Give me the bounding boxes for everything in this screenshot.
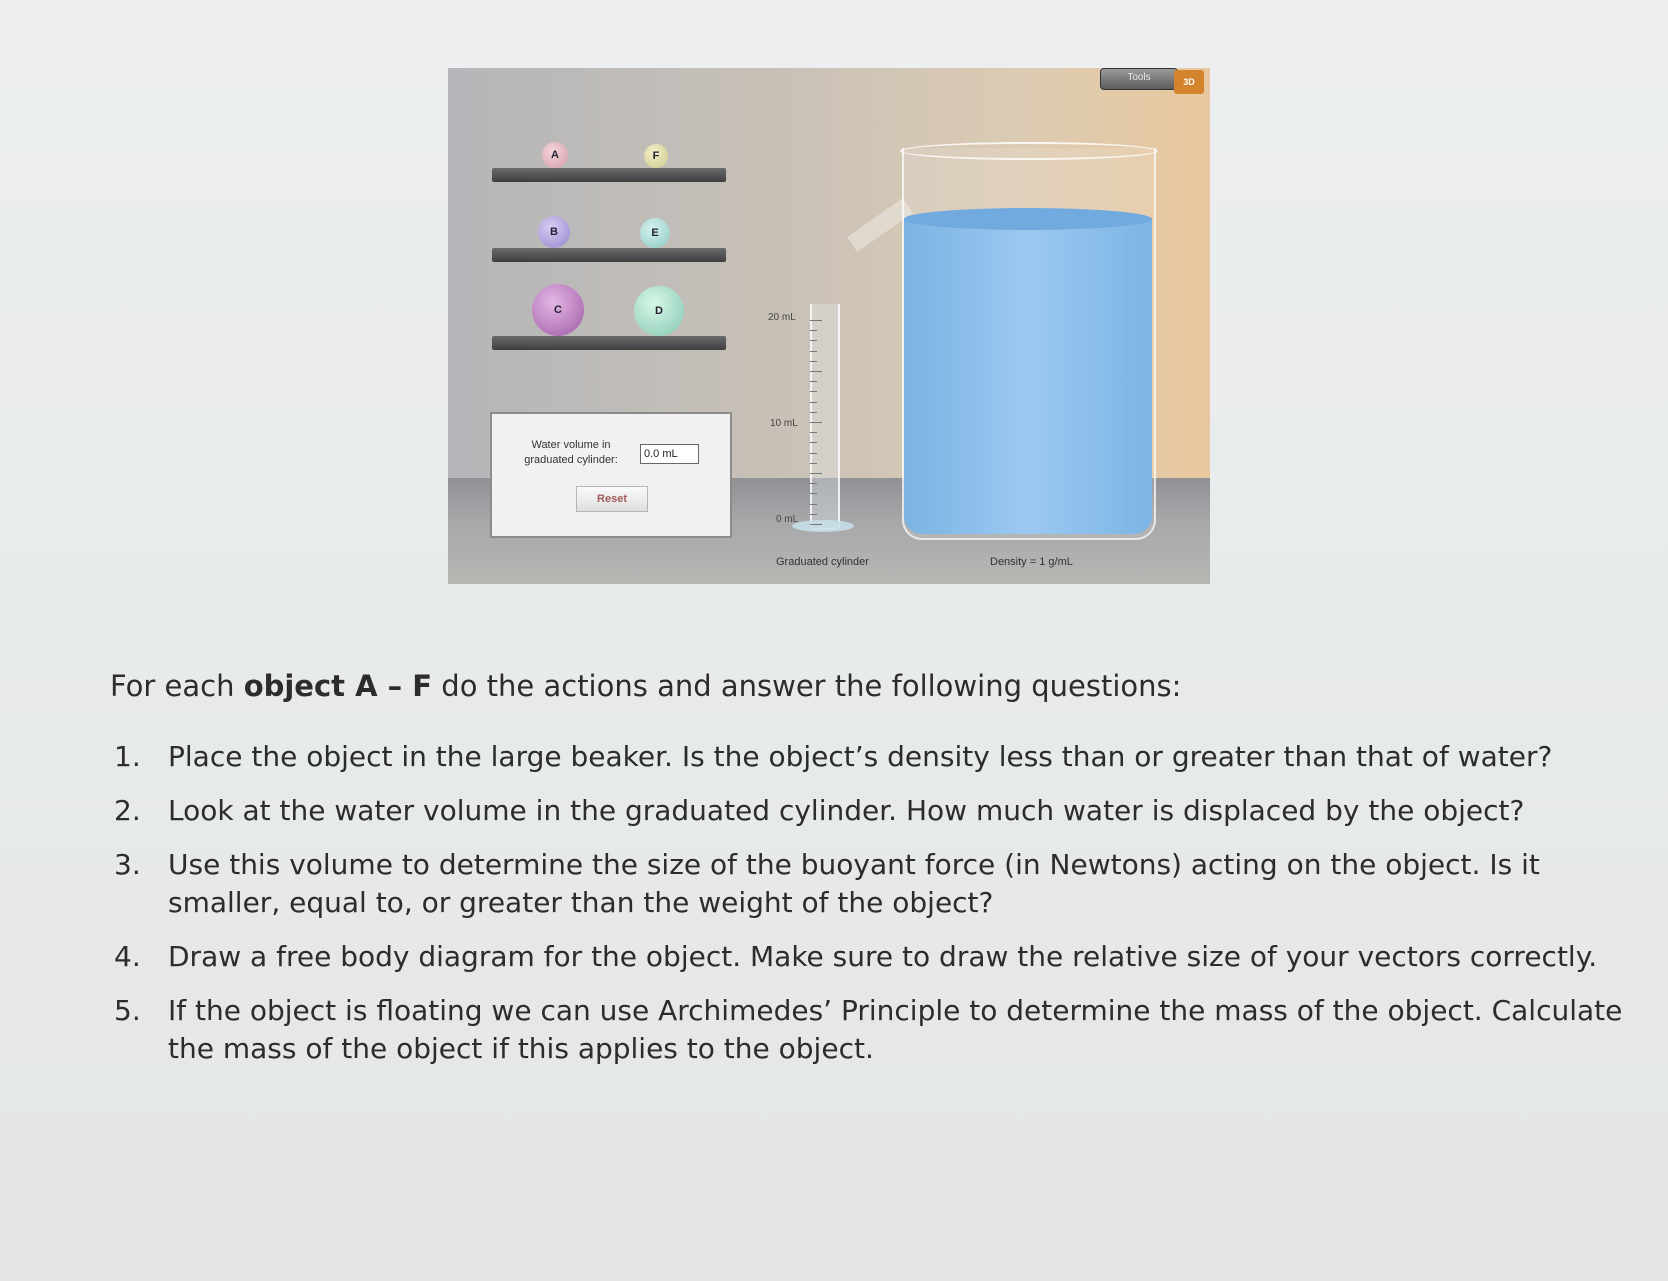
cylinder-tick: [810, 402, 817, 403]
beaker-rim: [900, 142, 1158, 160]
instructions: [110, 666, 1623, 1084]
question-number: 2.: [114, 794, 141, 827]
question-item: [110, 792, 1658, 830]
reset-button[interactable]: Reset: [576, 486, 648, 512]
tools-button[interactable]: Tools: [1100, 68, 1178, 90]
shelf-middle: [492, 248, 726, 262]
cylinder-tick: [810, 432, 817, 433]
question-number: 5.: [114, 994, 141, 1027]
water-volume-label: [508, 438, 634, 468]
beaker-density-caption: Density = 1 g/mL: [990, 556, 1073, 568]
question-item: [110, 846, 1658, 922]
shelf-top: [492, 168, 726, 182]
water-volume-readout: 0.0 mL: [640, 444, 699, 464]
graduated-cylinder-base: [792, 520, 854, 532]
cylinder-mark-0: 0 mL: [776, 514, 799, 525]
cylinder-tick: [810, 483, 817, 484]
cylinder-tick: [810, 330, 817, 331]
intro-bold: object A – F: [243, 669, 433, 703]
cylinder-tick: [810, 493, 817, 494]
cylinder-tick: [810, 504, 817, 505]
question-text: Place the object in the large beaker. Is the object’s density less than or greater than that of water?: [168, 740, 1553, 773]
question-number: 1.: [114, 740, 141, 773]
water-volume-label-line1: Water volume in: [531, 439, 611, 451]
large-beaker[interactable]: [902, 148, 1156, 540]
cylinder-tick: [810, 391, 817, 392]
cylinder-tick: [810, 340, 817, 341]
question-text: Look at the water volume in the graduated cylinder. How much water is displaced by the object?: [168, 794, 1525, 827]
water-volume-label-line2: graduated cylinder:: [524, 454, 618, 466]
cylinder-tick: [810, 381, 817, 382]
graduated-cylinder[interactable]: [810, 304, 840, 530]
question-text: If the object is floating we can use Archimedes’ Principle to determine the mass of the object. Calculate the mass of the object if this applies to the object.: [168, 994, 1623, 1065]
question-item: [110, 992, 1658, 1068]
cylinder-tick: [810, 412, 817, 413]
intro-text: [110, 666, 1560, 706]
cylinder-tick: [810, 442, 817, 443]
object-d[interactable]: D: [634, 286, 684, 336]
cylinder-tick: [810, 351, 817, 352]
water-volume-panel: [490, 412, 732, 538]
intro-pre: For each: [110, 669, 244, 703]
cylinder-caption: Graduated cylinder: [776, 556, 869, 568]
object-f[interactable]: F: [644, 144, 668, 168]
object-e[interactable]: E: [640, 218, 670, 248]
object-b[interactable]: B: [538, 216, 570, 248]
question-number: 3.: [114, 848, 141, 881]
cylinder-tick: [810, 371, 822, 372]
question-list: [110, 738, 1623, 1068]
cylinder-tick: [810, 361, 817, 362]
question-item: [110, 738, 1658, 776]
question-text: Use this volume to determine the size of the buoyant force (in Newtons) acting on the object. Is it smaller, equal to, or greater than the weight of the object?: [168, 848, 1540, 919]
cylinder-mark-20: 20 mL: [768, 312, 796, 323]
cylinder-mark-10: 10 mL: [770, 418, 798, 429]
object-a[interactable]: A: [542, 142, 568, 168]
cylinder-tick: [810, 524, 822, 525]
question-item: [110, 938, 1658, 976]
cylinder-tick: [810, 453, 817, 454]
cylinder-tick: [810, 320, 822, 321]
tools-3d-badge[interactable]: 3D: [1174, 70, 1204, 94]
object-c[interactable]: C: [532, 284, 584, 336]
question-number: 4.: [114, 940, 141, 973]
cylinder-tick: [810, 473, 822, 474]
cylinder-tick: [810, 514, 817, 515]
question-text: Draw a free body diagram for the object. Make sure to draw the relative size of your vectors correctly.: [168, 940, 1598, 973]
cylinder-tick: [810, 463, 817, 464]
shelf-bottom: [492, 336, 726, 350]
intro-post: do the actions and answer the following questions:: [432, 669, 1182, 703]
cylinder-tick: [810, 422, 822, 423]
density-simulation: [448, 68, 1210, 584]
